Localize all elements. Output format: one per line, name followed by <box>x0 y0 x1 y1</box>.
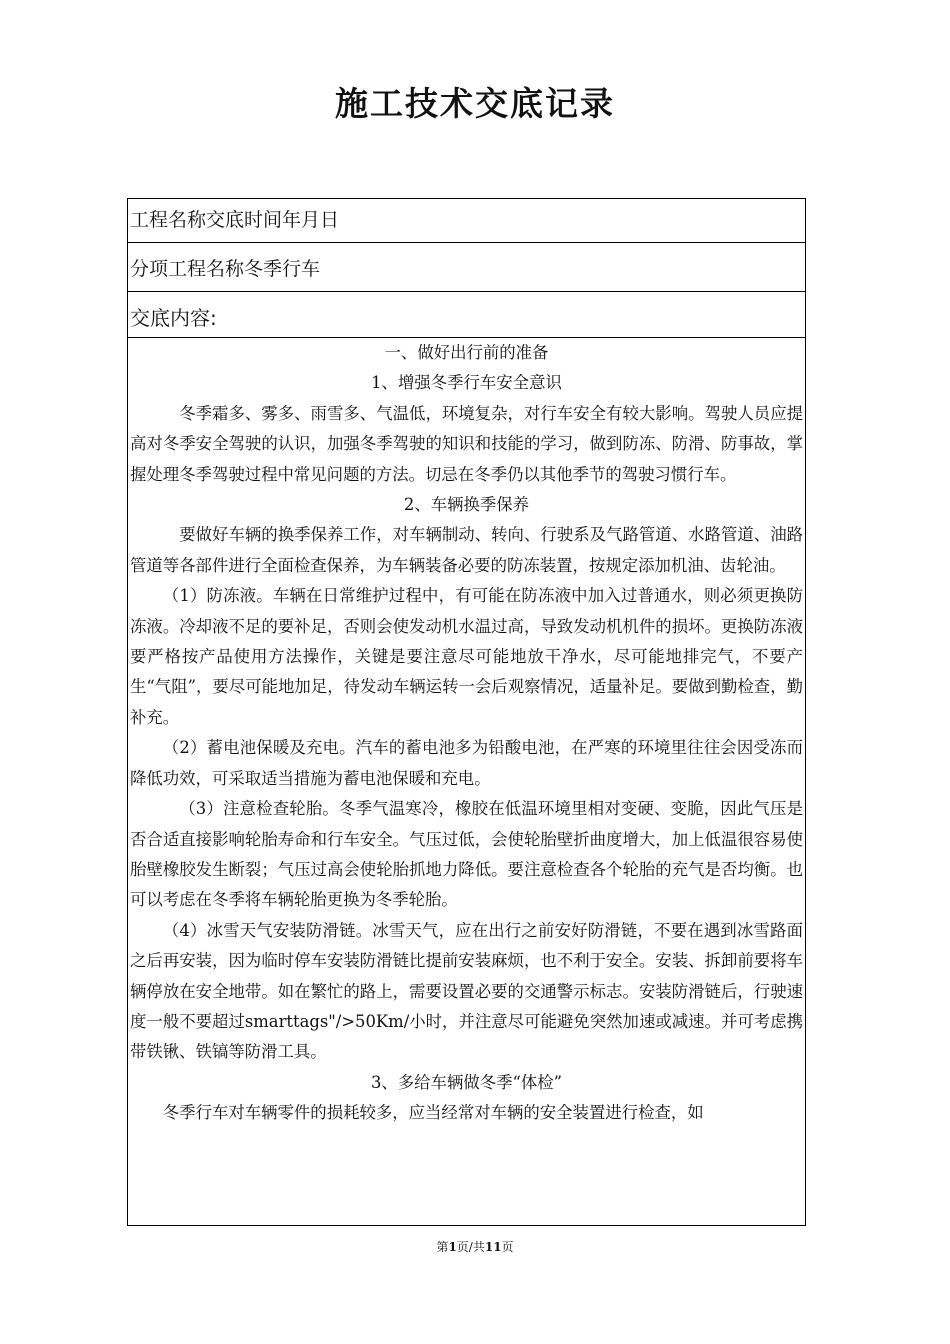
record-table <box>127 198 806 1226</box>
page-footer <box>0 1238 950 1255</box>
project-row-label: 工程名称交底时间年月日 <box>130 209 340 231</box>
subproject-row <box>128 243 805 292</box>
footer-page-number: 1 <box>448 1240 457 1254</box>
paragraph: 冬季霜多、雾多、雨雪多、气温低，环境复杂，对行车安全有较大影响。驾驶人员应提高对冬季安全驾驶的认识，加强冬季驾驶的知识和技能的学习，做到防冻、防滑、防事故，掌握处理冬季驾驶过程中常见问题的方法。切忌在冬季仍以其他季节的驾驶习惯行车。 <box>130 403 803 484</box>
paragraph: 要做好车辆的换季保养工作，对车辆制动、转向、行驶系及气路管道、水路管道、油路管道等各部件进行全面检查保养，为车辆装备必要的防冻装置，按规定添加机油、齿轮油。 <box>130 525 803 575</box>
list-item: （2）蓄电池保暖及充电。汽车的蓄电池多为铅酸电池，在严寒的环境里往往会因受冻而降低功效，可采取适当措施为蓄电池保暖和充电。 <box>130 738 803 788</box>
subsection-heading: 2、车辆换季保养 <box>403 495 530 515</box>
content-body <box>128 338 805 1224</box>
list-item: （1）防冻液。车辆在日常维护过程中，有可能在防冻液中加入过普通水，则必须更换防冻液。冷却液不足的要补足，否则会使发动机水温过高，导致发动机机件的损坏。更换防冻液要严格按产品使用方法操作，关键是要注意尽可能地放干净水，尽可能地排完气，不要产生“气阻”，要尽可能地加足，待发动车辆运转一会后观察情况，适量补足。要做到勤检查，勤补充。 <box>130 586 803 727</box>
footer-prefix: 第 <box>436 1240 449 1254</box>
project-row <box>128 199 805 243</box>
list-item: （4）冰雪天气安装防滑链。冰雪天气，应在出行之前安好防滑链，不要在遇到冰雪路面之后再安装，因为临时停车安装防滑链比提前安装麻烦，也不利于安全。安装、拆卸前要将车辆停放在安全地带。如在繁忙的路上，需要设置必要的交通警示标志。安装防滑链后，行驶速度一般不要超过smarttags"/>50Km/小时，并注意尽可能避免突然加速或减速。并可考虑携带铁锹、铁镐等防滑工具。 <box>130 920 803 1062</box>
list-item: （3）注意检查轮胎。冬季气温寒冷，橡胶在低温环境里相对变硬、变脆，因此气压是否合适直接影响轮胎寿命和行车安全。气压过低，会使轮胎壁折曲度增大，加上低温很容易使胎壁橡胶发生断裂；气压过高会使轮胎抓地力降低。要注意检查各个轮胎的充气是否均衡。也可以考虑在冬季将车辆轮胎更换为冬季轮胎。 <box>130 799 803 910</box>
content-label: 交底内容: <box>130 306 217 330</box>
footer-suffix: 页 <box>501 1240 514 1254</box>
footer-total-pages: 11 <box>484 1240 502 1254</box>
subproject-row-label: 分项工程名称冬季行车 <box>130 258 321 280</box>
paragraph: 冬季行车对车辆零件的损耗较多，应当经常对车辆的安全装置进行检查，如 <box>162 1103 704 1123</box>
section-heading: 一、做好出行前的准备 <box>384 343 549 362</box>
content-label-row <box>128 292 805 338</box>
footer-middle: 页/共 <box>456 1240 485 1254</box>
subsection-heading: 3、多给车辆做冬季“体检” <box>370 1072 563 1092</box>
page-title: 施工技术交底记录 <box>335 84 615 123</box>
subsection-heading: 1、增强冬季行车安全意识 <box>371 373 562 393</box>
